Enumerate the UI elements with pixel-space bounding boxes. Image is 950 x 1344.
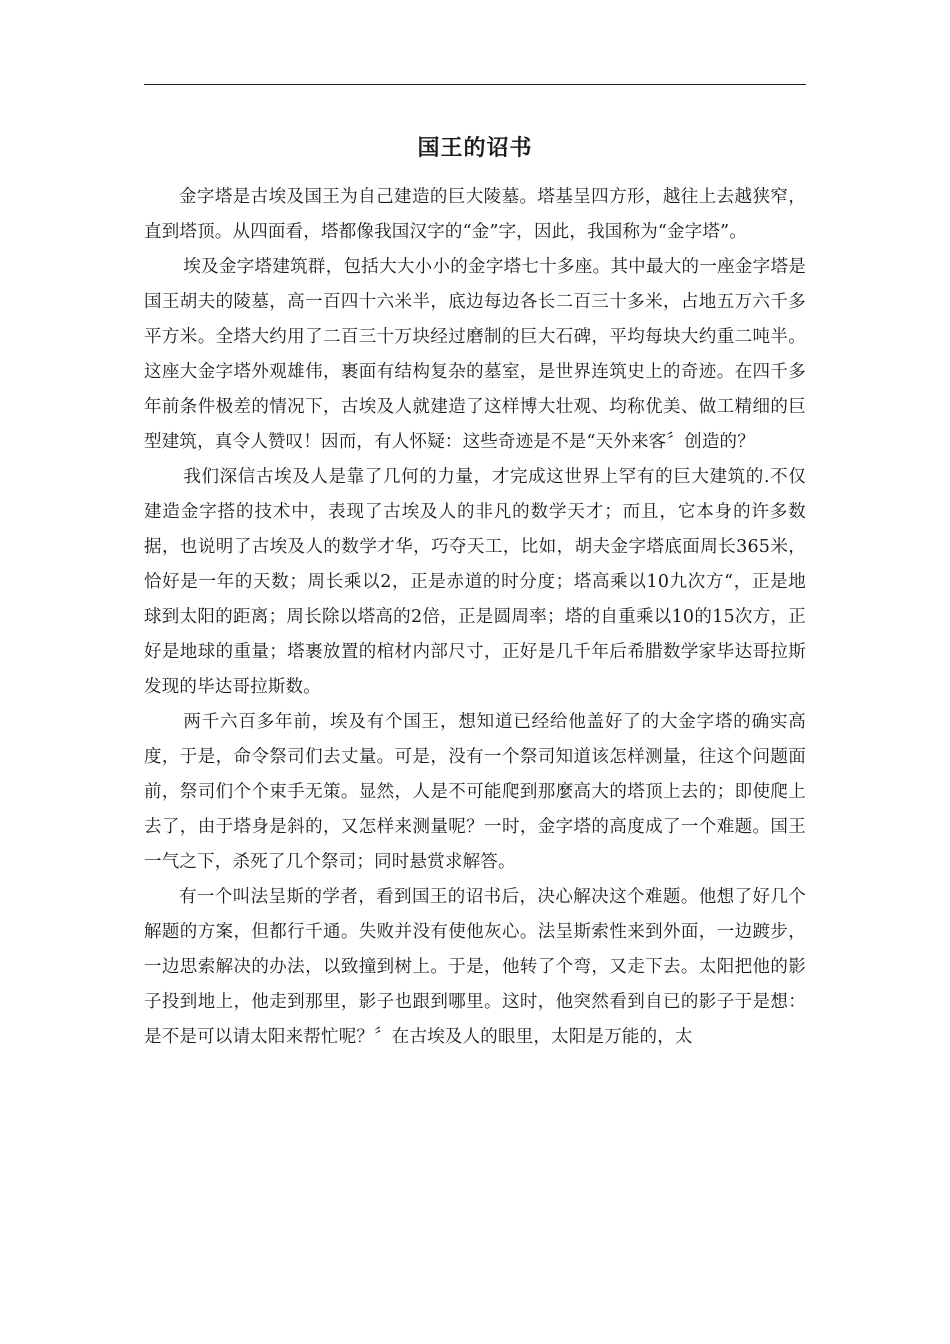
paragraph-1: 金字塔是古埃及国王为自己建造的巨大陵墓。塔基呈四方形，越往上去越狭窄，直到塔顶。从四面看，塔都像我国汉字的“金”字，因此，我国称为“金字塔”。 <box>144 187 806 242</box>
header-rule <box>144 84 806 85</box>
paragraph-2: 埃及金字塔建筑群，包括大大小小的金字塔七十多座。其中最大的一座金字塔是国王胡夫的陵墓，高一百四十六米半，底边每边各长二百三十多米，占地五万六千多平方米。全塔大约用了二百三十万块经过磨制的巨大石碑，平均每块大约重二吨半。这座大金字塔外观雄伟，裹面有结构复杂的墓室，是世界连筑史上的奇迹。在四千多年前条件极差的情况下，古埃及人就建造了这样博大壮观、均称优美、做工精细的巨型建筑，真令人赞叹！因而，有人怀疑：这些奇迹是不是“天外来客〞创造的？ <box>144 257 806 452</box>
page-title: 国王的诏书 <box>417 135 533 161</box>
paragraph-3: 我们深信古埃及人是靠了几何的力量，才完成这世界上罕有的巨大建筑的.不仅建造金字搭的技术中，表现了古埃及人的非凡的数学天才；而且，它本身的许多数据，也说明了古埃及人的数学才华，巧夺天工，比如，胡夫金字塔底面周长365米，恰好是一年的天数；周长乘以2，正是赤道的时分度；塔高乘以10九次方“，正是地球到太阳的距离；周长除以塔高的2倍，正是圆周率；塔的自重乘以10的15次方，正好是地球的重量；塔裹放置的棺材内部尺寸，正好是几千年后希腊数学家毕达哥拉斯发现的毕达哥拉斯数。 <box>144 467 806 697</box>
paragraph-5: 有一个叫法呈斯的学者，看到国王的诏书后，决心解决这个难题。他想了好几个解题的方案，但都行千通。失败并没有使他灰心。法呈斯索性来到外面，一边踱步，一边思索解决的办法，以致撞到树上。于是，他转了个弯，又走下去。太阳把他的影子投到地上，他走到那里，影子也跟到哪里。这时，他突然看到自已的影子于是想：是不是可以请太阳来帮忙呢？〞在古埃及人的眼里，太阳是万能的，太 <box>144 887 806 1047</box>
paragraph-4: 两千六百多年前，埃及有个国王，想知道已经给他盖好了的大金字塔的确实高度，于是，命令祭司们去丈量。可是，没有一个祭司知道该怎样测量，往这个问题面前，祭司们个个束手无策。显然，人是不可能爬到那麼高大的塔顶上去的；即使爬上去了，由于塔身是斜的，又怎样来测量呢？一时，金字塔的高度成了一个难题。国王一气之下，杀死了几个祭司；同时悬赏求解答。 <box>144 712 806 872</box>
document-body <box>144 180 806 1055</box>
